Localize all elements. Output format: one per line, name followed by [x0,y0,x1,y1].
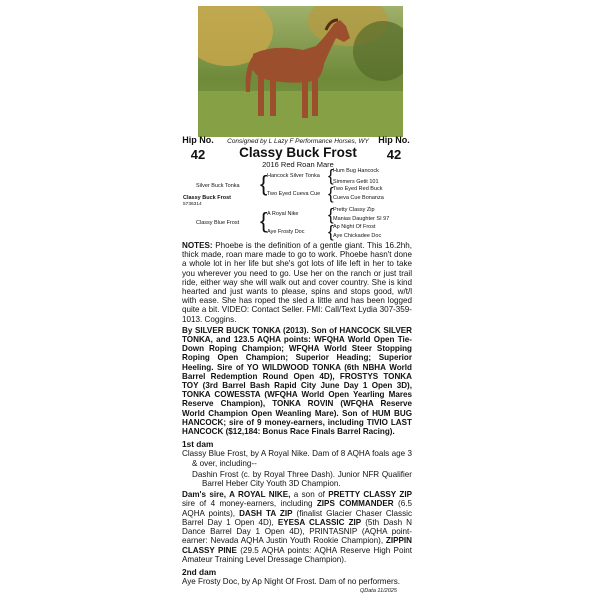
notes-label: NOTES: [182,241,213,250]
pedigree-g3-3: Two Eyed Red Buck [333,186,383,192]
pedigree-g3-2: Simmers Getit 101 [333,179,379,185]
pedigree-sire-dam: Two Eyed Cueva Cue [267,191,321,197]
second-dam-heading: 2nd dam [182,566,217,577]
dams-sire-paragraph: Dam's sire, A ROYAL NIKE, a son of PRETTY CLASSY ZIP sire of 4 money-earners, including ZIPS COMMANDER (6.5 AQHA points), DASH TA ZIP (finalist Glacier Chaser Classic Barrel Day 1 Open 4D), EYESA CLASSIC ZIP (5th Dash N Dance Barrel Day 1 Open 4D), PRINTASNIP (AQHA point-earner: Nevada AQHA Justin Youth Rookie Champion), ZIPPIN CLASSY PINE (29.5 AQHA points: AQHA Reserve High Point Amateur Training Level Dressage Champion). [182,490,413,564]
catalog-text [182,241,412,588]
pedigree-brace: { [328,184,334,203]
pedigree-g3-5: Pretty Classy Zip [333,207,375,213]
pedigree-registration: 5736314 [183,202,202,207]
sire-paragraph: By SILVER BUCK TONKA (2013). Son of HANCOCK SILVER TONKA, and 123.5 AQHA points: WFQHA World Open Tie-Down Roping Champion; WFQHA World Steer Stopping Roping Open Champion; Superior Heading; Superior Heeling. Sire of YO WILDWOOD TONKA (6th NBHA World Barrel Redemption Round Open 4D), FROSTYS TONKA TOY (3rd Barrel Bash Rapid City June Day 1 Open 3D), TONKA COWESSTA (WFQHA World Open Yearling Mares Reserve Champion), TONKA ROVIN (WFQHA Reserve World Champion Open Weanling Mare). Son of HUM BUG HANCOCK; sire of 9 money-earners, including TIVIO LAST HANCOCK ($12,184: Bonus Race Finals Barrel Racing). [182,325,412,437]
pedigree-dam-dam: Aye Frosty Doc [267,229,305,235]
footer-date: QData 11/2025 [360,588,397,594]
pedigree-brace: { [260,208,268,233]
pedigree-brace: { [328,166,334,185]
pedigree-brace: { [328,205,334,224]
pedigree-subject: Classy Buck Frost [183,195,231,201]
second-dam-line: Aye Frosty Doc, by Ap Night Of Frost. Dam of no performers. [182,577,401,587]
pedigree-g3-7: Ap Night Of Frost [333,224,376,230]
pedigree-g3-8: Aye Chickadee Doc [333,233,382,239]
pedigree-brace: { [328,222,334,241]
pedigree-g3-1: Hum Bug Hancock [333,168,379,174]
hip-number-left [182,136,214,161]
notes-text: Phoebe is the definition of a gentle giant. This 16.2hh, thick made, roan mare made to go to work. Phoebe hasn't done a whole lot in her life but she's got lots of life left in her to take you wherever you need to go. Use her on the ranch or just trail ride, either way she will walk out and cover country. She is kind hearted and just wants to please, spins and stops good, w/t/l with ease. She has roped the sled a little and has been logged quite a bit. VIDEO: Contact Seller. FMI: Call/Text Lydia 307-359-1013. Coggins. [182,241,413,324]
pedigree-dam: Classy Blue Frost [196,220,240,226]
first-dam-line: Classy Blue Frost, by A Royal Nike. Dam of 8 AQHA foals age 3 & over, including-- [182,449,412,468]
hip-number: 42 [386,147,402,162]
horse-description: 2016 Red Roan Mare [262,160,334,169]
horse-photo [198,6,403,137]
pedigree-sire-sire: Hancock Silver Tonka [267,173,320,179]
first-dam-heading: 1st dam [182,439,214,450]
first-dam-produce: Dashin Frost (c. by Royal Three Dash). Junior NFR Qualifier Barrel Heber City Youth 3D Champion. [192,469,412,489]
hip-number: 42 [190,147,206,162]
hip-label: Hip No. [182,135,214,145]
hip-number-right [376,136,412,161]
pedigree-sire: Silver Buck Tonka [196,183,240,189]
pedigree-dam-sire: A Royal Nike [267,211,299,217]
pedigree-g3-4: Cueva Cue Bonanza [333,195,384,201]
pedigree-brace: { [260,171,268,196]
horse-name: Classy Buck Frost [239,145,357,160]
consignor: Consigned by L Lazy F Performance Horses, WY [227,138,369,145]
notes-paragraph [182,241,412,324]
hip-label: Hip No. [378,135,410,145]
pedigree-g3-6: Manias Daughter SI 97 [333,216,390,222]
